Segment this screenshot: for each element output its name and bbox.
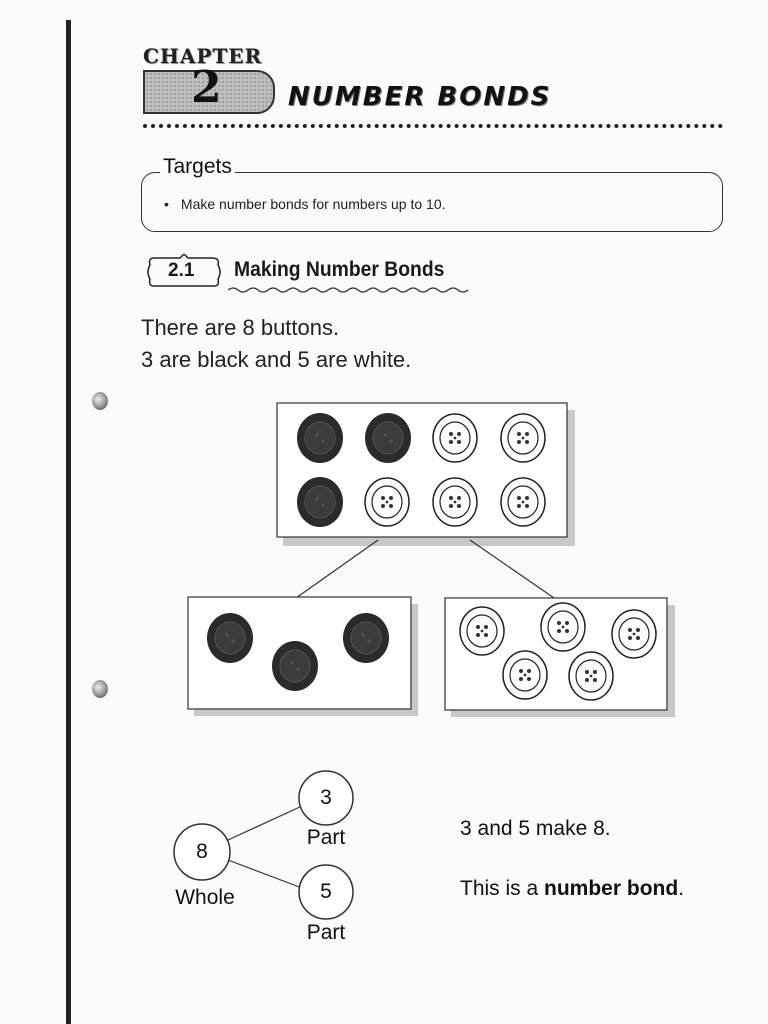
white-button bbox=[501, 414, 545, 462]
bond-term: number bond bbox=[544, 877, 679, 900]
connector-line bbox=[296, 540, 378, 598]
section-title: Making Number Bonds bbox=[234, 258, 445, 281]
part-label: Part bbox=[306, 921, 346, 944]
part-label: Part bbox=[306, 826, 346, 849]
intro-line: 3 are black and 5 are white. bbox=[141, 347, 412, 372]
make-statement: 3 and 5 make 8. bbox=[460, 817, 611, 840]
targets-heading: Targets bbox=[160, 155, 235, 179]
black-button bbox=[343, 613, 389, 663]
black-button bbox=[207, 613, 253, 663]
connector-line bbox=[470, 540, 554, 598]
white-button bbox=[612, 610, 656, 658]
chapter-number: 2 bbox=[191, 62, 222, 113]
bullet-icon: • bbox=[164, 196, 169, 212]
bond-statement-prefix: This is a bbox=[460, 877, 545, 900]
white-button bbox=[569, 652, 613, 700]
white-button bbox=[541, 603, 585, 651]
whole-label: Whole bbox=[175, 886, 235, 909]
white-button bbox=[433, 478, 477, 526]
chapter-title: NUMBER BONDS bbox=[288, 82, 552, 112]
bond-statement bbox=[460, 877, 684, 901]
black-button bbox=[297, 413, 343, 463]
black-button bbox=[272, 641, 318, 691]
intro-line: There are 8 buttons. bbox=[141, 315, 340, 340]
bond-statement-suffix: . bbox=[678, 877, 685, 900]
targets-item-text: Make number bonds for numbers up to 10. bbox=[180, 196, 446, 212]
white-button bbox=[501, 478, 545, 526]
whole-value: 8 bbox=[196, 840, 208, 863]
black-button bbox=[297, 477, 343, 527]
black-button bbox=[365, 413, 411, 463]
bond-line bbox=[228, 860, 302, 888]
part-value: 3 bbox=[320, 786, 332, 809]
section-number: 2.1 bbox=[168, 260, 195, 281]
white-button bbox=[365, 478, 409, 526]
white-button bbox=[460, 607, 504, 655]
chapter-word: CHAPTER bbox=[143, 44, 263, 68]
white-button bbox=[503, 651, 547, 699]
part-value: 5 bbox=[320, 880, 332, 903]
white-button bbox=[433, 414, 477, 462]
